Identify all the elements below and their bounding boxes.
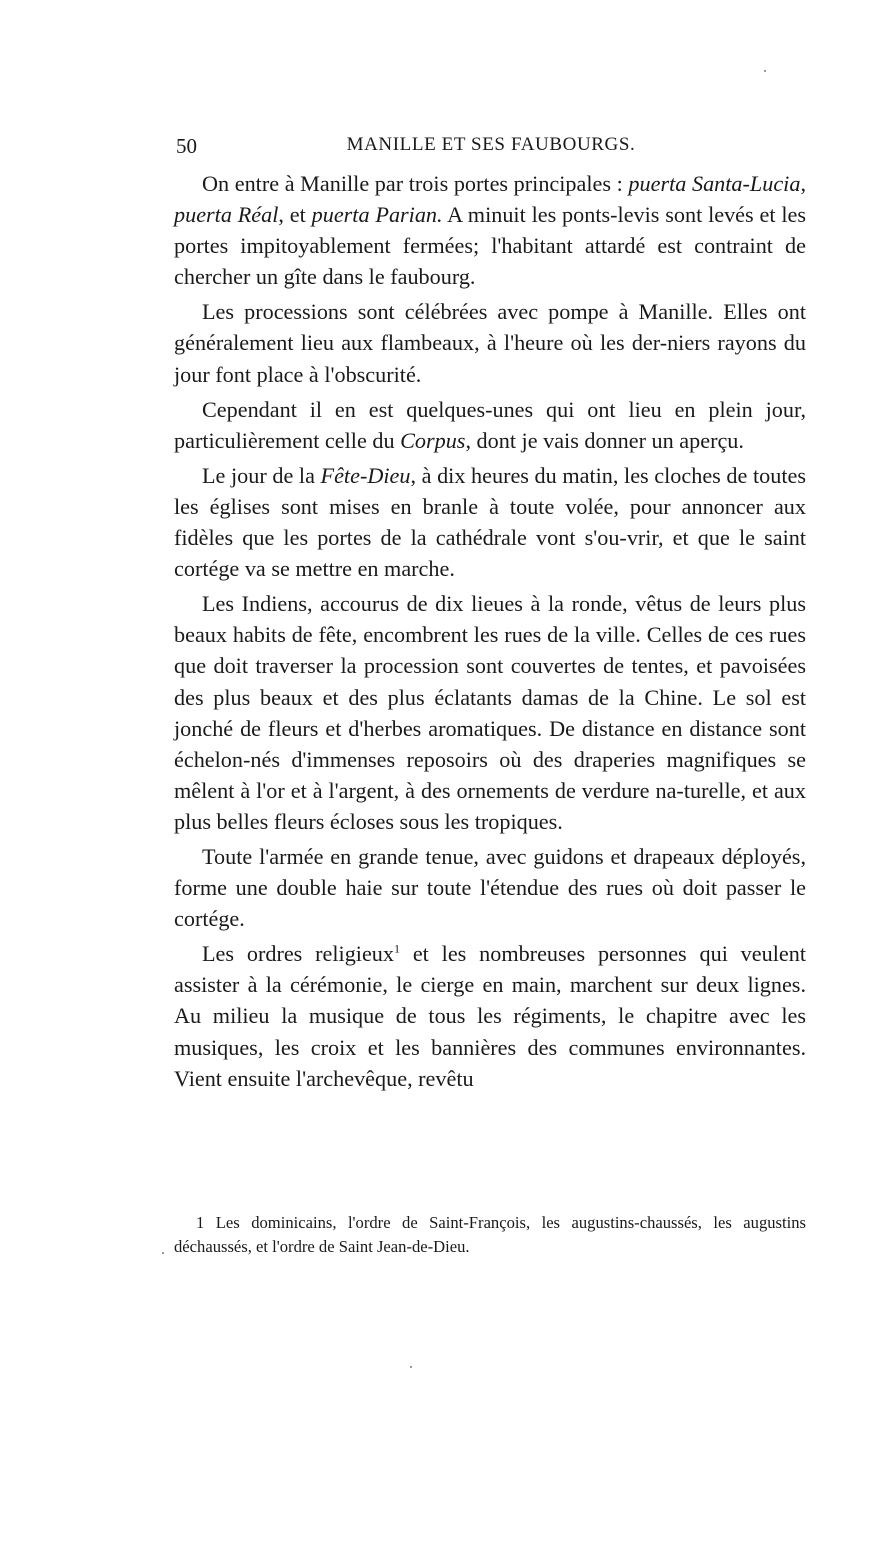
text-run: Les processions sont célébrées avec pompe à Manille. Elles ont généralement lieu aux flambeaux, à l'heure où les der-niers rayons du jour font place à l'obscurité.: [174, 299, 806, 387]
italic-text: puerta Parian.: [311, 202, 443, 228]
print-speck: [764, 70, 766, 72]
paragraph: [174, 168, 806, 292]
page-header: [176, 134, 806, 164]
print-speck: [162, 1252, 164, 1254]
text-run: Les Indiens, accourus de dix lieues à la ronde, vêtus de leurs plus beaux habits de fête, encombrent les rues de la ville. Celles de ces rues que doit traverser la procession sont couvertes de tentes, et pavoisées des plus beaux et des plus éclatants damas de la Chine. Le sol est jonché de fleurs et d'herbes aromatiques. De distance en distance sont échelon-nés d'immenses reposoirs où des draperies magnifiques se mêlent à l'or et à l'argent, à des ornements de verdure na-turelle, et aux plus belles fleurs écloses sous les tropiques.: [174, 591, 806, 834]
text-run: , à dix heures du matin, les cloches de toutes les églises sont mises en branle à toute volée, pour annoncer aux fidèles que les portes de la cathédrale vont s'ou-vrir, et que le saint cortége va se mettre en marche.: [174, 462, 806, 582]
body-text: [174, 168, 806, 1098]
running-title: MANILLE ET SES FAUBOURGS.: [346, 134, 636, 155]
paragraph: [174, 296, 806, 389]
italic-text: Fête-Dieu: [320, 462, 411, 488]
text-run: ,: [800, 171, 806, 196]
page-number: 50: [176, 134, 197, 158]
text-run: On entre à Manille par trois portes principales :: [202, 171, 629, 196]
text-run: Les ordres religieux: [202, 941, 394, 967]
text-run: et les nombreuses personnes qui veulent assister à la cérémonie, le cierge en main, marchent sur deux lignes. Au milieu la musique de tous les régiments, le chapitre avec les musiques, les croix et les bannières des communes environnantes. Vient ensuite l'archevêque, revêtu: [174, 941, 806, 1091]
text-run: Cependant il en est quelques-unes qui ont lieu en plein jour, particulièrement celle du: [174, 396, 806, 453]
text-run: , et: [278, 202, 312, 228]
footnote: 1 Les dominicains, l'ordre de Saint-François, les augustins-chaussés, les augustins déchaussés, et l'ordre de Saint Jean-de-Dieu.: [174, 1213, 806, 1256]
italic-text: puerta Santa-Lucia: [628, 171, 801, 196]
paragraph: [174, 460, 806, 584]
print-speck: [410, 1366, 412, 1368]
footnote-reference: 1: [394, 941, 400, 956]
text-run: , dont je vais donner un aperçu.: [465, 427, 744, 453]
paragraph: [174, 938, 806, 1093]
paragraph: [174, 841, 806, 934]
paragraph: [174, 588, 806, 837]
paragraph: [174, 394, 806, 456]
italic-text: puerta Réal: [174, 202, 279, 228]
italic-text: Corpus: [400, 427, 466, 453]
text-run: Le jour de la: [202, 462, 321, 488]
text-run: A minuit les ponts-levis sont levés et les portes impitoyablement fermées; l'habitant attardé est contraint de chercher un gîte dans le faubourg.: [174, 202, 806, 290]
text-run: Toute l'armée en grande tenue, avec guidons et drapeaux déployés, forme une double haie sur toute l'étendue des rues où doit passer le cortége.: [174, 843, 806, 932]
